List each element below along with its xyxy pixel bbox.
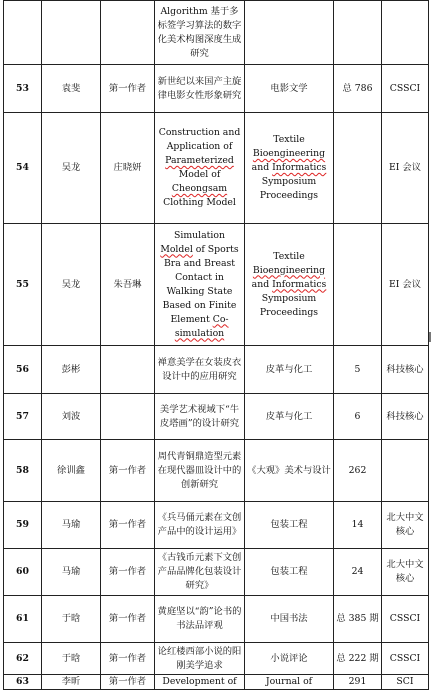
table-row bbox=[4, 65, 429, 113]
role-cell: 庄晓妍 bbox=[101, 113, 155, 224]
table-row bbox=[4, 440, 429, 502]
level-cell: CSSCI bbox=[382, 65, 429, 113]
venue-cell: 皮革与化工 bbox=[245, 394, 334, 440]
level-cell: 科技核心 bbox=[382, 394, 429, 440]
volume-cell bbox=[334, 113, 382, 224]
role-cell bbox=[101, 1, 155, 65]
role-cell: 第一作者 bbox=[101, 440, 155, 502]
title-cell: 禅意美学在女装皮衣设计中的应用研究 bbox=[155, 346, 245, 394]
venue-cell: 电影文学 bbox=[245, 65, 334, 113]
venue-cell: 中国书法 bbox=[245, 596, 334, 643]
role-cell: 第一作者 bbox=[101, 502, 155, 549]
author-cell: 李昕 bbox=[42, 675, 101, 690]
row-number: 61 bbox=[4, 596, 42, 643]
table-row bbox=[4, 596, 429, 643]
role-cell: 朱吾琳 bbox=[101, 224, 155, 346]
author-cell: 于晗 bbox=[42, 596, 101, 643]
publications-table bbox=[3, 0, 429, 690]
row-number: 55 bbox=[4, 224, 42, 346]
author-cell: 吴龙 bbox=[42, 224, 101, 346]
volume-cell: 总 222 期 bbox=[334, 643, 382, 675]
venue-cell: 皮革与化工 bbox=[245, 346, 334, 394]
volume-cell: 6 bbox=[334, 394, 382, 440]
level-cell: EI 会议 bbox=[382, 224, 429, 346]
title-cell: 美学艺术视域下“牛皮塔画”的设计研究 bbox=[155, 394, 245, 440]
title-cell: 黄庭坚以“韵”论书的书法品评观 bbox=[155, 596, 245, 643]
venue-cell: 包装工程 bbox=[245, 549, 334, 596]
author-cell: 刘波 bbox=[42, 394, 101, 440]
volume-cell: 24 bbox=[334, 549, 382, 596]
role-cell: 第一作者 bbox=[101, 549, 155, 596]
title-cell: Algorithm 基于多标签学习算法的数字化美术构图深度生成研究 bbox=[155, 1, 245, 65]
table-row bbox=[4, 1, 429, 65]
title-cell: Construction and Application of Parameterized Model of Cheongsam Clothing Model bbox=[155, 113, 245, 224]
volume-cell: 14 bbox=[334, 502, 382, 549]
venue-cell: Journal of bbox=[245, 675, 334, 690]
title-cell: 《古钱币元素下文创产品品牌化包装设计研究》 bbox=[155, 549, 245, 596]
level-cell: 科技核心 bbox=[382, 346, 429, 394]
role-cell bbox=[101, 394, 155, 440]
title-cell: 周代青铜鼎造型元素在现代器皿设计中的创新研究 bbox=[155, 440, 245, 502]
level-cell bbox=[382, 440, 429, 502]
title-cell: Development of bbox=[155, 675, 245, 690]
author-cell: 袁斐 bbox=[42, 65, 101, 113]
venue-cell: Textile Bioengineering and Informatics Symposium Proceedings bbox=[245, 224, 334, 346]
title-cell: 论红楼西部小说的阳刚美学追求 bbox=[155, 643, 245, 675]
table-row bbox=[4, 224, 429, 346]
scroll-marker bbox=[429, 332, 431, 342]
author-cell: 马瑜 bbox=[42, 502, 101, 549]
volume-cell bbox=[334, 224, 382, 346]
level-cell bbox=[382, 1, 429, 65]
row-number: 57 bbox=[4, 394, 42, 440]
title-cell: 《兵马俑元素在文创产品中的设计运用》 bbox=[155, 502, 245, 549]
venue-cell: 《大观》美术与设计 bbox=[245, 440, 334, 502]
level-cell: SCI bbox=[382, 675, 429, 690]
venue-cell: 包装工程 bbox=[245, 502, 334, 549]
table-row bbox=[4, 643, 429, 675]
volume-cell: 262 bbox=[334, 440, 382, 502]
volume-cell: 总 786 bbox=[334, 65, 382, 113]
venue-cell: Textile Bioengineering and Informatics Symposium Proceedings bbox=[245, 113, 334, 224]
author-cell: 徐训鑫 bbox=[42, 440, 101, 502]
volume-cell: 5 bbox=[334, 346, 382, 394]
volume-cell: 291 bbox=[334, 675, 382, 690]
table-row bbox=[4, 394, 429, 440]
row-number: 63 bbox=[4, 675, 42, 690]
row-number: 60 bbox=[4, 549, 42, 596]
role-cell: 第一作者 bbox=[101, 65, 155, 113]
table-row bbox=[4, 549, 429, 596]
role-cell: 第一作者 bbox=[101, 643, 155, 675]
title-cell: 新世纪以来国产主旋律电影女性形象研究 bbox=[155, 65, 245, 113]
row-number: 56 bbox=[4, 346, 42, 394]
author-cell: 于晗 bbox=[42, 643, 101, 675]
table-row bbox=[4, 113, 429, 224]
role-cell: 第一作者 bbox=[101, 675, 155, 690]
row-number: 54 bbox=[4, 113, 42, 224]
row-number: 58 bbox=[4, 440, 42, 502]
level-cell: 北大中文核心 bbox=[382, 502, 429, 549]
row-number: 62 bbox=[4, 643, 42, 675]
role-cell bbox=[101, 346, 155, 394]
author-cell: 马瑜 bbox=[42, 549, 101, 596]
table-row bbox=[4, 675, 429, 690]
row-number: 53 bbox=[4, 65, 42, 113]
volume-cell: 总 385 期 bbox=[334, 596, 382, 643]
author-cell: 吴龙 bbox=[42, 113, 101, 224]
table-row bbox=[4, 346, 429, 394]
venue-cell bbox=[245, 1, 334, 65]
role-cell: 第一作者 bbox=[101, 596, 155, 643]
level-cell: EI 会议 bbox=[382, 113, 429, 224]
level-cell: CSSCI bbox=[382, 596, 429, 643]
table-row bbox=[4, 502, 429, 549]
venue-cell: 小说评论 bbox=[245, 643, 334, 675]
author-cell bbox=[42, 1, 101, 65]
level-cell: CSSCI bbox=[382, 643, 429, 675]
row-number: 59 bbox=[4, 502, 42, 549]
volume-cell bbox=[334, 1, 382, 65]
title-cell: Simulation Moldel of Sports Bra and Breast Contact in Walking State Based on Finite Element Co-simulation bbox=[155, 224, 245, 346]
level-cell: 北大中文核心 bbox=[382, 549, 429, 596]
author-cell: 彭彬 bbox=[42, 346, 101, 394]
row-number bbox=[4, 1, 42, 65]
